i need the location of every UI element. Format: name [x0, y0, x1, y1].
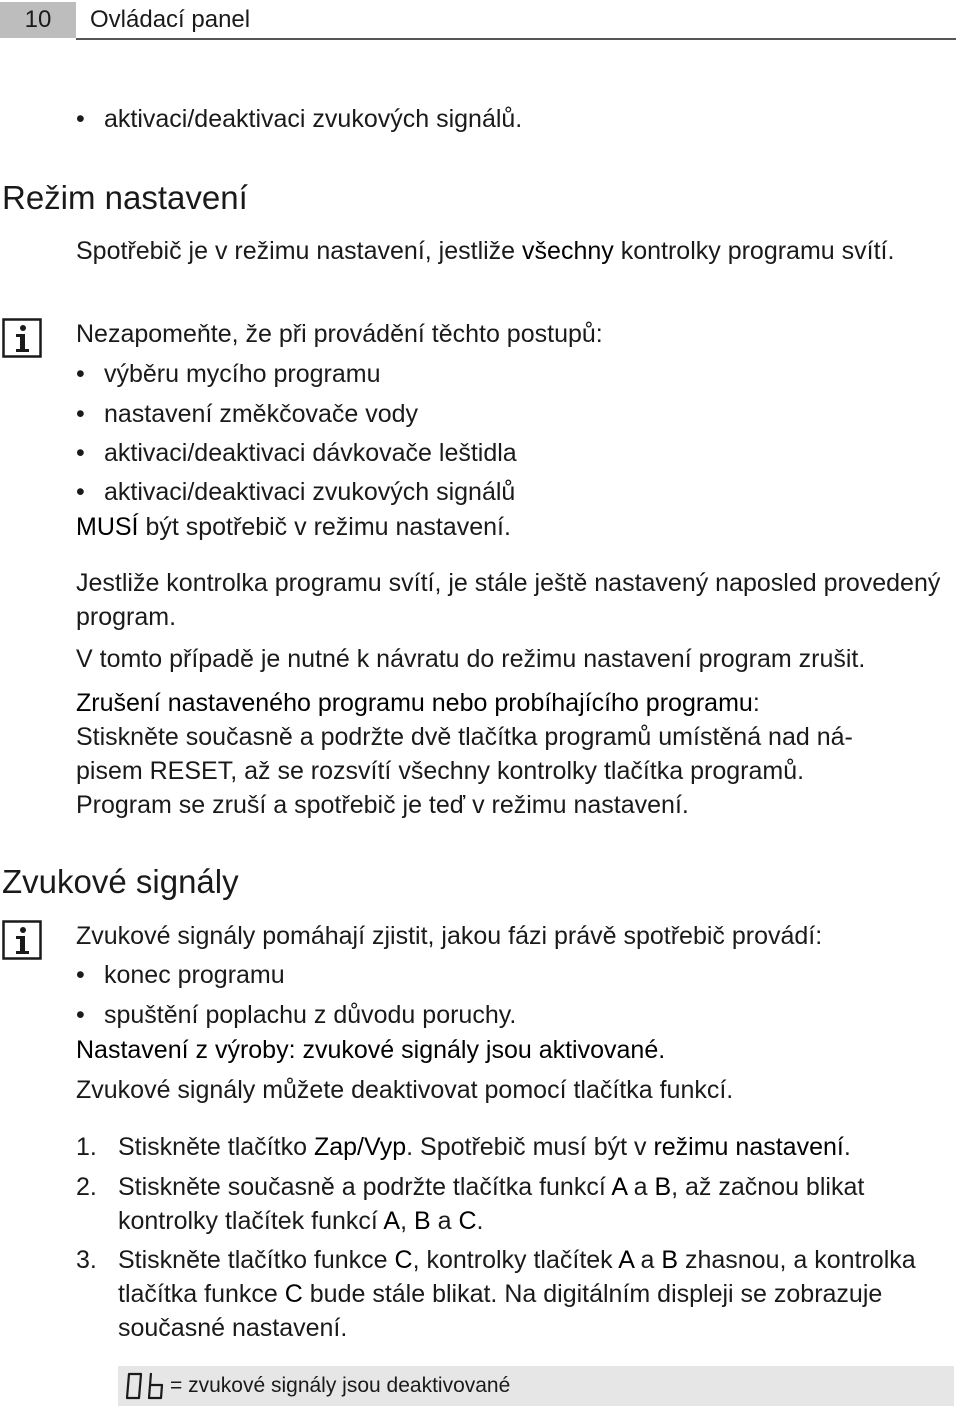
step-1: 1. Stiskněte tlačítko Zap/Vyp. Spotřebič musí být v režimu nastavení. [76, 1133, 851, 1161]
list-item: • výběru mycího programu [76, 360, 381, 388]
header-rule [76, 38, 956, 40]
segment-display-icon [126, 1372, 166, 1400]
header-title: Ovládací panel [90, 6, 251, 33]
list-item: • nastavení změkčovače vody [76, 400, 419, 428]
paragraph: V tomto případě je nutné k návratu do režimu nastavení program zrušit. [76, 645, 866, 673]
cancel-line: Program se zruší a spotřebič je teď v režimu nastavení. [76, 791, 689, 819]
section-heading-setting-mode: Režim nastavení [2, 179, 248, 216]
factory-setting: Nastavení z výroby: zvukové signály jsou aktivované. [76, 1036, 666, 1064]
step-3: 3. Stiskněte tlačítko funkce C, kontrolky tlačítek A a B zhasnou, a kontrolka tlačítka funkce C bude stále blikat. Na digitálním displeji se zobrazuje současné nastavení. [76, 1246, 916, 1342]
display-note [118, 1366, 954, 1406]
list-item: • spuštění poplachu z důvodu poruchy. [76, 1001, 517, 1029]
info-lead: Zvukové signály pomáhají zjistit, jakou fázi právě spotřebič provádí: [76, 922, 823, 950]
list-item: • aktivaci/deaktivaci dávkovače leštidla [76, 439, 517, 467]
cancel-heading: Zrušení nastaveného programu nebo probíhajícího programu: [76, 689, 760, 717]
list-item: • konec programu [76, 961, 285, 989]
paragraph: Spotřebič je v režimu nastavení, jestliže všechny kontrolky programu svítí. [76, 237, 895, 265]
must-text: MUSÍ být spotřebič v režimu nastavení. [76, 513, 511, 541]
cancel-line: Stiskněte současně a podržte dvě tlačítka programů umístěná nad ná- [76, 723, 853, 751]
info-lead: Nezapomeňte, že při provádění těchto postupů: [76, 320, 603, 348]
step-2: 2. Stiskněte současně a podržte tlačítka funkcí A a B, až začnou blikat kontrolky tlačítek funkcí A, B a C. [76, 1173, 865, 1235]
section-heading-sound-signals: Zvukové signály [2, 863, 239, 900]
page-header [0, 0, 960, 44]
list-item: • aktivaci/deaktivaci zvukových signálů [76, 478, 516, 506]
note-text: = zvukové signály jsou deaktivované [170, 1374, 511, 1397]
paragraph: Zvukové signály můžete deaktivovat pomocí tlačítka funkcí. [76, 1076, 734, 1104]
page-number: 10 [0, 2, 76, 38]
paragraph: Jestliže kontrolka programu svítí, je stále ještě nastavený naposled provedený program. [76, 569, 941, 631]
info-icon [2, 318, 42, 358]
cancel-line: pisem RESET, až se rozsvítí všechny kontrolky tlačítka programů. [76, 757, 805, 785]
info-icon [2, 920, 42, 960]
list-item: • aktivaci/deaktivaci zvukových signálů. [76, 105, 523, 133]
